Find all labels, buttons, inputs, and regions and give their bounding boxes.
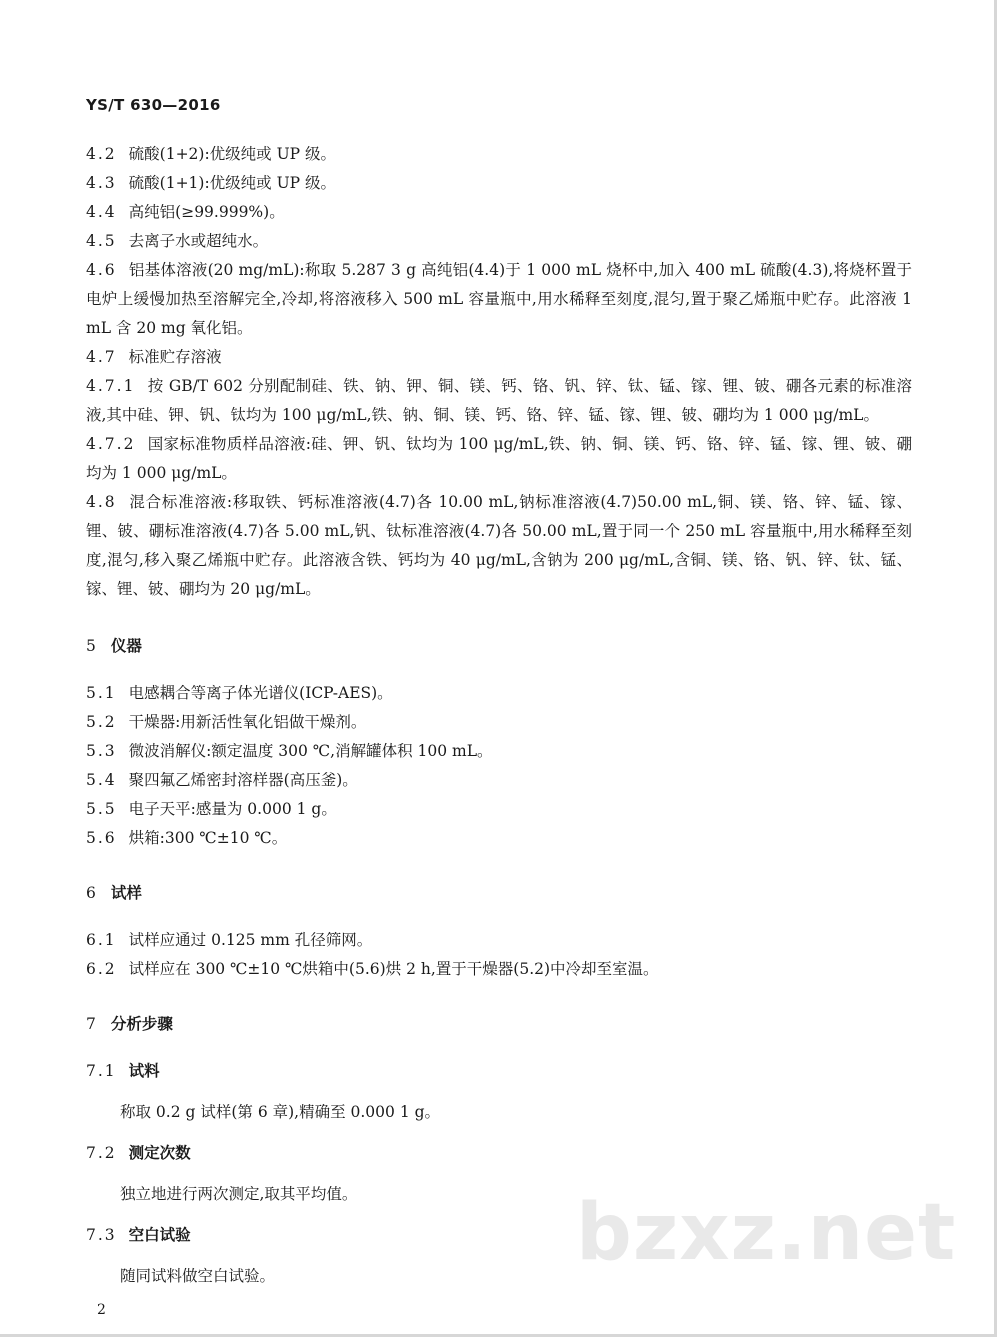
document-id: YS/T 630—2016 [86,96,221,114]
subsection-7-1-heading: 7.1 试料 [86,1062,160,1080]
page-number: 2 [97,1302,106,1318]
section-5-heading: 5 仪器 [86,637,142,655]
clause-5-5: 5.5 电子天平:感量为 0.000 1 g。 [86,800,337,818]
clause-5-3: 5.3 微波消解仪:额定温度 300 ℃,消解罐体积 100 mL。 [86,742,493,760]
clause-4-2: 4.2 硫酸(1+2):优级纯或 UP 级。 [86,145,337,163]
clause-4-3: 4.3 硫酸(1+1):优级纯或 UP 级。 [86,174,337,192]
clause-4-7-2: 4.7.2 国家标准物质样品溶液:硅、钾、钒、钛均为 100 μg/mL,铁、钠、铜、镁、钙、铬、锌、锰、镓、锂、铍、硼均为 1 000 μg/mL。 [86,435,912,482]
clause-4-8: 4.8 混合标准溶液:移取铁、钙标准溶液(4.7)各 10.00 mL,钠标准溶液(4.7)50.00 mL,铜、镁、铬、锌、锰、镓、锂、铍、硼标准溶液(4.7)各 5.00 mL,钒、钛标准溶液(4.7)各 50.00 mL,置于同一个 250 mL 容量瓶中,用水稀释至刻度,混匀,移入聚乙烯瓶中贮存。此溶液含铁、钙均为 40 μg/mL,含钠为 200 μg/mL,含铜、镁、铬、钒、锌、钛、锰、镓、锂、铍、硼均为 20 μg/mL。 [86,493,913,598]
clause-5-6: 5.6 烘箱:300 ℃±10 ℃。 [86,829,288,847]
watermark: bzxz.net [576,1188,957,1278]
subsection-7-3-text: 随同试料做空白试验。 [120,1267,276,1285]
clause-5-1: 5.1 电感耦合等离子体光谱仪(ICP-AES)。 [86,684,393,702]
clause-6-2: 6.2 试样应在 300 ℃±10 ℃烘箱中(5.6)烘 2 h,置于干燥器(5.2)中冷却至室温。 [86,960,659,978]
document-body [86,140,912,1291]
clause-5-4: 5.4 聚四氟乙烯密封溶样器(高压釜)。 [86,771,358,789]
clause-4-5: 4.5 去离子水或超纯水。 [86,232,269,250]
section-6-heading: 6 试样 [86,884,142,902]
clause-5-2: 5.2 干燥器:用新活性氧化铝做干燥剂。 [86,713,367,731]
clause-4-4: 4.4 高纯铝(≥99.999%)。 [86,203,285,221]
clause-4-7-1: 4.7.1 按 GB/T 602 分别配制硅、铁、钠、钾、铜、镁、钙、铬、钒、锌、钛、锰、镓、锂、铍、硼各元素的标准溶液,其中硅、钾、钒、钛均为 100 μg/mL,铁、钠、铜、镁、钙、铬、锌、锰、镓、锂、铍、硼均为 1 000 μg/mL。 [86,377,912,424]
clause-4-7: 4.7 标准贮存溶液 [86,348,222,366]
subsection-7-2-heading: 7.2 测定次数 [86,1144,191,1162]
subsection-7-1-text: 称取 0.2 g 试样(第 6 章),精确至 0.000 1 g。 [120,1103,441,1121]
clause-4-6: 4.6 铝基体溶液(20 mg/mL):称取 5.287 3 g 高纯铝(4.4)于 1 000 mL 烧杯中,加入 400 mL 硫酸(4.3),将烧杯置于电炉上缓慢加热至溶解完全,冷却,将溶液移入 500 mL 容量瓶中,用水稀释至刻度,混匀,置于聚乙烯瓶中贮存。此溶液 1 mL 含 20 mg 氧化铝。 [86,261,912,337]
section-7-heading: 7 分析步骤 [86,1015,173,1033]
subsection-7-3-heading: 7.3 空白试验 [86,1226,191,1244]
clause-6-1: 6.1 试样应通过 0.125 mm 孔径筛网。 [86,931,373,949]
subsection-7-2-text: 独立地进行两次测定,取其平均值。 [120,1185,358,1203]
